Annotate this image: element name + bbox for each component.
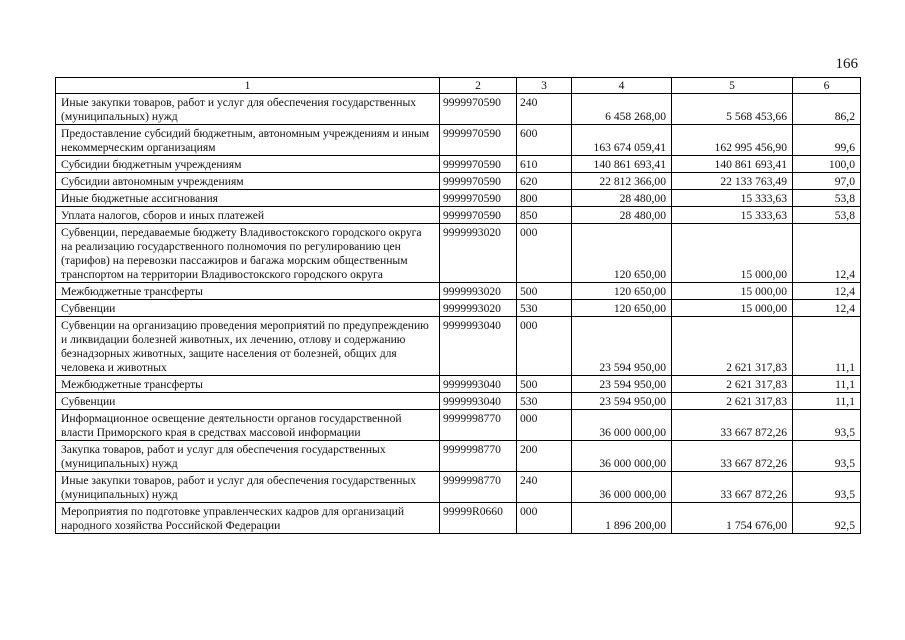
row-percent-cell: 93,5 [793, 410, 861, 441]
row-percent-cell: 100,0 [793, 156, 861, 173]
row-percent-cell: 53,8 [793, 190, 861, 207]
row-name-cell: Субсидии бюджетным учреждениям [56, 156, 440, 173]
row-percent-cell: 86,2 [793, 94, 861, 125]
row-percent-cell: 93,5 [793, 441, 861, 472]
row-expense-type-cell: 500 [517, 376, 572, 393]
row-code-cell: 99999R0660 [440, 503, 517, 534]
table-row [56, 410, 861, 441]
row-executed-amount-cell: 140 861 693,41 [672, 156, 793, 173]
row-percent-cell: 53,8 [793, 207, 861, 224]
row-executed-amount-cell: 162 995 456,90 [672, 125, 793, 156]
row-expense-type-cell: 600 [517, 125, 572, 156]
row-planned-amount-cell: 28 480,00 [572, 207, 672, 224]
row-executed-amount-cell: 22 133 763,49 [672, 173, 793, 190]
table-row [56, 173, 861, 190]
row-executed-amount-cell: 5 568 453,66 [672, 94, 793, 125]
table-row [56, 190, 861, 207]
row-name-cell: Субвенции, передаваемые бюджету Владивостокского городского округа на реализацию государственного полномочия по регулированию цен (тарифов) на перевозки пассажиров и багажа морским общественным транспортом на территории Владивостокского городского округа [56, 224, 440, 283]
row-percent-cell: 11,1 [793, 317, 861, 376]
row-planned-amount-cell: 23 594 950,00 [572, 393, 672, 410]
row-expense-type-cell: 000 [517, 410, 572, 441]
row-planned-amount-cell: 23 594 950,00 [572, 317, 672, 376]
row-percent-cell: 12,4 [793, 224, 861, 283]
row-name-cell: Иные бюджетные ассигнования [56, 190, 440, 207]
column-header-4: 4 [572, 78, 672, 94]
row-code-cell: 9999993040 [440, 393, 517, 410]
row-name-cell: Информационное освещение деятельности органов государственной власти Приморского края в средствах массовой информации [56, 410, 440, 441]
row-planned-amount-cell: 6 458 268,00 [572, 94, 672, 125]
row-executed-amount-cell: 33 667 872,26 [672, 441, 793, 472]
row-expense-type-cell: 240 [517, 472, 572, 503]
row-code-cell: 9999970590 [440, 156, 517, 173]
row-expense-type-cell: 000 [517, 317, 572, 376]
row-expense-type-cell: 530 [517, 300, 572, 317]
row-code-cell: 9999998770 [440, 410, 517, 441]
budget-table [55, 77, 861, 534]
row-percent-cell: 11,1 [793, 393, 861, 410]
row-code-cell: 9999993020 [440, 300, 517, 317]
column-header-1: 1 [56, 78, 440, 94]
column-header-2: 2 [440, 78, 517, 94]
row-code-cell: 9999970590 [440, 173, 517, 190]
row-code-cell: 9999970590 [440, 190, 517, 207]
row-code-cell: 9999970590 [440, 94, 517, 125]
row-code-cell: 9999993020 [440, 224, 517, 283]
row-name-cell: Предоставление субсидий бюджетным, автономным учреждениям и иным некоммерческим организациям [56, 125, 440, 156]
row-percent-cell: 97,0 [793, 173, 861, 190]
table-row [56, 94, 861, 125]
row-percent-cell: 12,4 [793, 300, 861, 317]
table-row [56, 224, 861, 283]
row-name-cell: Межбюджетные трансферты [56, 376, 440, 393]
row-name-cell: Субсидии автономным учреждениям [56, 173, 440, 190]
row-planned-amount-cell: 120 650,00 [572, 283, 672, 300]
row-executed-amount-cell: 15 000,00 [672, 224, 793, 283]
table-row [56, 393, 861, 410]
row-planned-amount-cell: 1 896 200,00 [572, 503, 672, 534]
row-executed-amount-cell: 15 333,63 [672, 190, 793, 207]
row-expense-type-cell: 620 [517, 173, 572, 190]
row-expense-type-cell: 850 [517, 207, 572, 224]
row-expense-type-cell: 240 [517, 94, 572, 125]
row-code-cell: 9999998770 [440, 441, 517, 472]
row-code-cell: 9999993040 [440, 376, 517, 393]
row-executed-amount-cell: 2 621 317,83 [672, 376, 793, 393]
column-header-5: 5 [672, 78, 793, 94]
table-row [56, 300, 861, 317]
row-executed-amount-cell: 15 000,00 [672, 283, 793, 300]
row-code-cell: 9999993020 [440, 283, 517, 300]
row-percent-cell: 11,1 [793, 376, 861, 393]
column-header-3: 3 [517, 78, 572, 94]
row-planned-amount-cell: 22 812 366,00 [572, 173, 672, 190]
table-row [56, 441, 861, 472]
page-number: 166 [835, 56, 858, 72]
row-expense-type-cell: 000 [517, 503, 572, 534]
table-row [56, 283, 861, 300]
row-executed-amount-cell: 15 000,00 [672, 300, 793, 317]
row-expense-type-cell: 500 [517, 283, 572, 300]
row-code-cell: 9999970590 [440, 125, 517, 156]
row-percent-cell: 12,4 [793, 283, 861, 300]
row-executed-amount-cell: 33 667 872,26 [672, 472, 793, 503]
row-executed-amount-cell: 15 333,63 [672, 207, 793, 224]
table-row [56, 125, 861, 156]
row-executed-amount-cell: 33 667 872,26 [672, 410, 793, 441]
row-planned-amount-cell: 120 650,00 [572, 224, 672, 283]
table-row [56, 503, 861, 534]
row-name-cell: Уплата налогов, сборов и иных платежей [56, 207, 440, 224]
row-percent-cell: 92,5 [793, 503, 861, 534]
row-planned-amount-cell: 140 861 693,41 [572, 156, 672, 173]
row-name-cell: Межбюджетные трансферты [56, 283, 440, 300]
row-planned-amount-cell: 36 000 000,00 [572, 410, 672, 441]
row-expense-type-cell: 610 [517, 156, 572, 173]
row-expense-type-cell: 200 [517, 441, 572, 472]
row-executed-amount-cell: 2 621 317,83 [672, 317, 793, 376]
row-code-cell: 9999970590 [440, 207, 517, 224]
row-planned-amount-cell: 36 000 000,00 [572, 472, 672, 503]
row-code-cell: 9999993040 [440, 317, 517, 376]
row-executed-amount-cell: 1 754 676,00 [672, 503, 793, 534]
table-row [56, 156, 861, 173]
table-header-row [56, 78, 861, 94]
row-expense-type-cell: 000 [517, 224, 572, 283]
row-planned-amount-cell: 36 000 000,00 [572, 441, 672, 472]
row-name-cell: Субвенции на организацию проведения мероприятий по предупреждению и ликвидации болезней животных, их лечению, отлову и содержанию безнадзорных животных, защите населения от болезней, общих для человека и животных [56, 317, 440, 376]
table-row [56, 376, 861, 393]
row-name-cell: Мероприятия по подготовке управленческих кадров для организаций народного хозяйства Российской Федерации [56, 503, 440, 534]
row-expense-type-cell: 800 [517, 190, 572, 207]
row-expense-type-cell: 530 [517, 393, 572, 410]
row-planned-amount-cell: 120 650,00 [572, 300, 672, 317]
row-name-cell: Закупка товаров, работ и услуг для обеспечения государственных (муниципальных) нужд [56, 441, 440, 472]
table-row [56, 317, 861, 376]
row-planned-amount-cell: 28 480,00 [572, 190, 672, 207]
row-name-cell: Субвенции [56, 300, 440, 317]
row-planned-amount-cell: 23 594 950,00 [572, 376, 672, 393]
row-planned-amount-cell: 163 674 059,41 [572, 125, 672, 156]
row-percent-cell: 93,5 [793, 472, 861, 503]
row-percent-cell: 99,6 [793, 125, 861, 156]
row-name-cell: Иные закупки товаров, работ и услуг для обеспечения государственных (муниципальных) нужд [56, 94, 440, 125]
row-executed-amount-cell: 2 621 317,83 [672, 393, 793, 410]
column-header-6: 6 [793, 78, 861, 94]
table-row [56, 207, 861, 224]
row-code-cell: 9999998770 [440, 472, 517, 503]
table-row [56, 472, 861, 503]
row-name-cell: Субвенции [56, 393, 440, 410]
row-name-cell: Иные закупки товаров, работ и услуг для обеспечения государственных (муниципальных) нужд [56, 472, 440, 503]
